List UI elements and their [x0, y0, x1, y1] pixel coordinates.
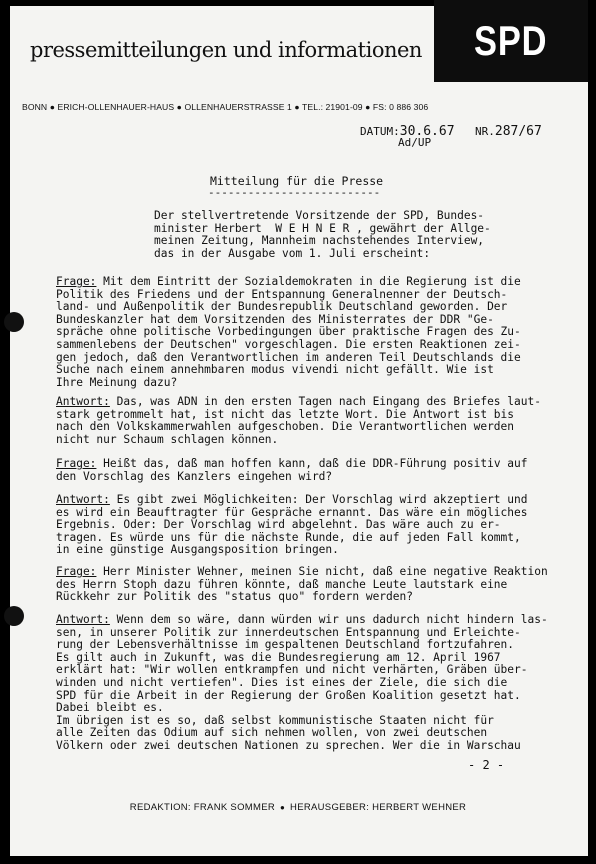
qa-block-5 — [56, 566, 570, 604]
date-label: DATUM: — [360, 125, 400, 138]
qa-block-2 — [56, 396, 570, 446]
masthead: pressemitteilungen und informationen — [30, 38, 422, 62]
qa-label: Antwort: — [56, 613, 110, 626]
address-line: BONN ● ERICH-OLLENHAUER-HAUS ● OLLENHAUERSTRASSE 1 ● TEL.: 21901-09 ● FS: 0 886 306 — [22, 102, 429, 112]
qa-text: Wenn dem so wäre, dann würden wir uns dadurch nicht hindern las- sen, in unserer Politik zur innerdeutschen Entspannung und Erleichte- rung der Lebensverhältnisse im gespaltenen Deutschland fortzufahren. Es gilt auch in Zukunft, was die Bundesregierung am 12. April 1967 erklärt hat: "Wir wollen entkrampfen und nicht verhärten, Gräben über- winden und nicht vertiefen". Dies ist eines der Ziele, die sich die SPD für die Arbeit in der Regierung der Großen Koalition gesetzt hat. Dabei bleibt es. Im übrigen ist es so, daß selbst kommunistische Staaten nicht für alle Zeiten das Odium auf sich nehmen wollen, von zwei deutschen Völkern oder zwei deutschen Nationen zu sprechen. Wer die in Warschau — [56, 613, 548, 752]
footer-editor: REDAKTION: FRANK SOMMER — [129, 802, 275, 813]
qa-label: Frage: — [56, 275, 97, 288]
qa-label: Antwort: — [56, 493, 110, 506]
qa-block-1 — [56, 276, 570, 389]
bullet-icon: ● — [279, 803, 286, 812]
title-underline: -------------------------- — [208, 186, 381, 199]
date-value: 30.6.67 — [399, 124, 455, 139]
initials: Ad/UP — [398, 136, 432, 149]
qa-label: Frage: — [56, 565, 97, 578]
footer-publisher: HERAUSGEBER: HERBERT WEHNER — [290, 802, 467, 813]
punch-hole-bottom — [4, 606, 24, 626]
intro-paragraph: Der stellvertretende Vorsitzende der SPD, Bundes- minister Herbert W E H N E R , gewährt der Allge- meinen Zeitung, Mannheim nachstehendes Interview, das in der Ausgabe vom 1. Juli erscheint: — [154, 209, 491, 260]
qa-text: Mit dem Eintritt der Sozialdemokraten in die Regierung ist die Politik des Friedens und der Entspannung Generalnenner der Deutsch- land- und Außenpolitik der Bundesrepublik Deutschland geworden. Der Bundeskanzler hat dem Vorsitzenden des Ministerrates der DDR "Ge- spräche ohne politische Vorbedingungen über praktische Fragen des Zu- sammenlebens der Deutschen" vorgeschlagen. Die ersten Reaktionen zei- gen jedoch, daß den Verantwortlichen im anderen Teil Deutschlands die Suche nach einem annehmbaren modus vivendi nicht gefällt. Wie ist Ihre Meinung dazu? — [56, 275, 521, 389]
number-label: NR. — [475, 125, 495, 138]
qa-label: Antwort: — [56, 395, 110, 408]
qa-block-3 — [56, 458, 570, 483]
spd-logo-text: SPD — [474, 17, 548, 64]
page-number: - 2 - — [468, 758, 505, 772]
number-value: 287/67 — [494, 124, 542, 139]
qa-block-6 — [56, 614, 570, 753]
qa-text: Heißt das, daß man hoffen kann, daß die DDR-Führung positiv auf den Vorschlag des Kanzlers eingehen wird? — [56, 457, 528, 483]
document-title: Mitteilung für die Presse — [210, 174, 384, 188]
punch-hole-top — [4, 312, 24, 332]
qa-label: Frage: — [56, 457, 97, 470]
qa-text: Das, was ADN in den ersten Tagen nach Eingang des Briefes laut- stark getrommelt hat, ist nicht das letzte Wort. Die Antwort ist bis nach den Volkskammerwahlen aufgeschoben. Die Verantwortlichen werden nicht nur Schaum schlagen können. — [56, 395, 541, 446]
qa-text: Herr Minister Wehner, meinen Sie nicht, daß eine negative Reaktion des Herrn Stoph dazu führen könnte, daß manche Leute lautstark eine Rückkehr zur Politik des "status quo" fordern werden? — [56, 565, 548, 604]
footer — [0, 802, 596, 813]
qa-text: Es gibt zwei Möglichkeiten: Der Vorschlag wird akzeptiert und es wird ein Beauftragter für Gespräche ernannt. Das wäre ein mögliches Ergebnis. Oder: Der Vorschlag wird abgelehnt. Das wäre auch zu er- tragen. Es würde uns für die nächste Runde, die auf jeden Fall kommt, in eine günstige Ausgangsposition bringen. — [56, 493, 528, 557]
spd-logo — [434, 0, 588, 82]
number-block — [475, 124, 542, 139]
qa-block-4 — [56, 494, 570, 557]
